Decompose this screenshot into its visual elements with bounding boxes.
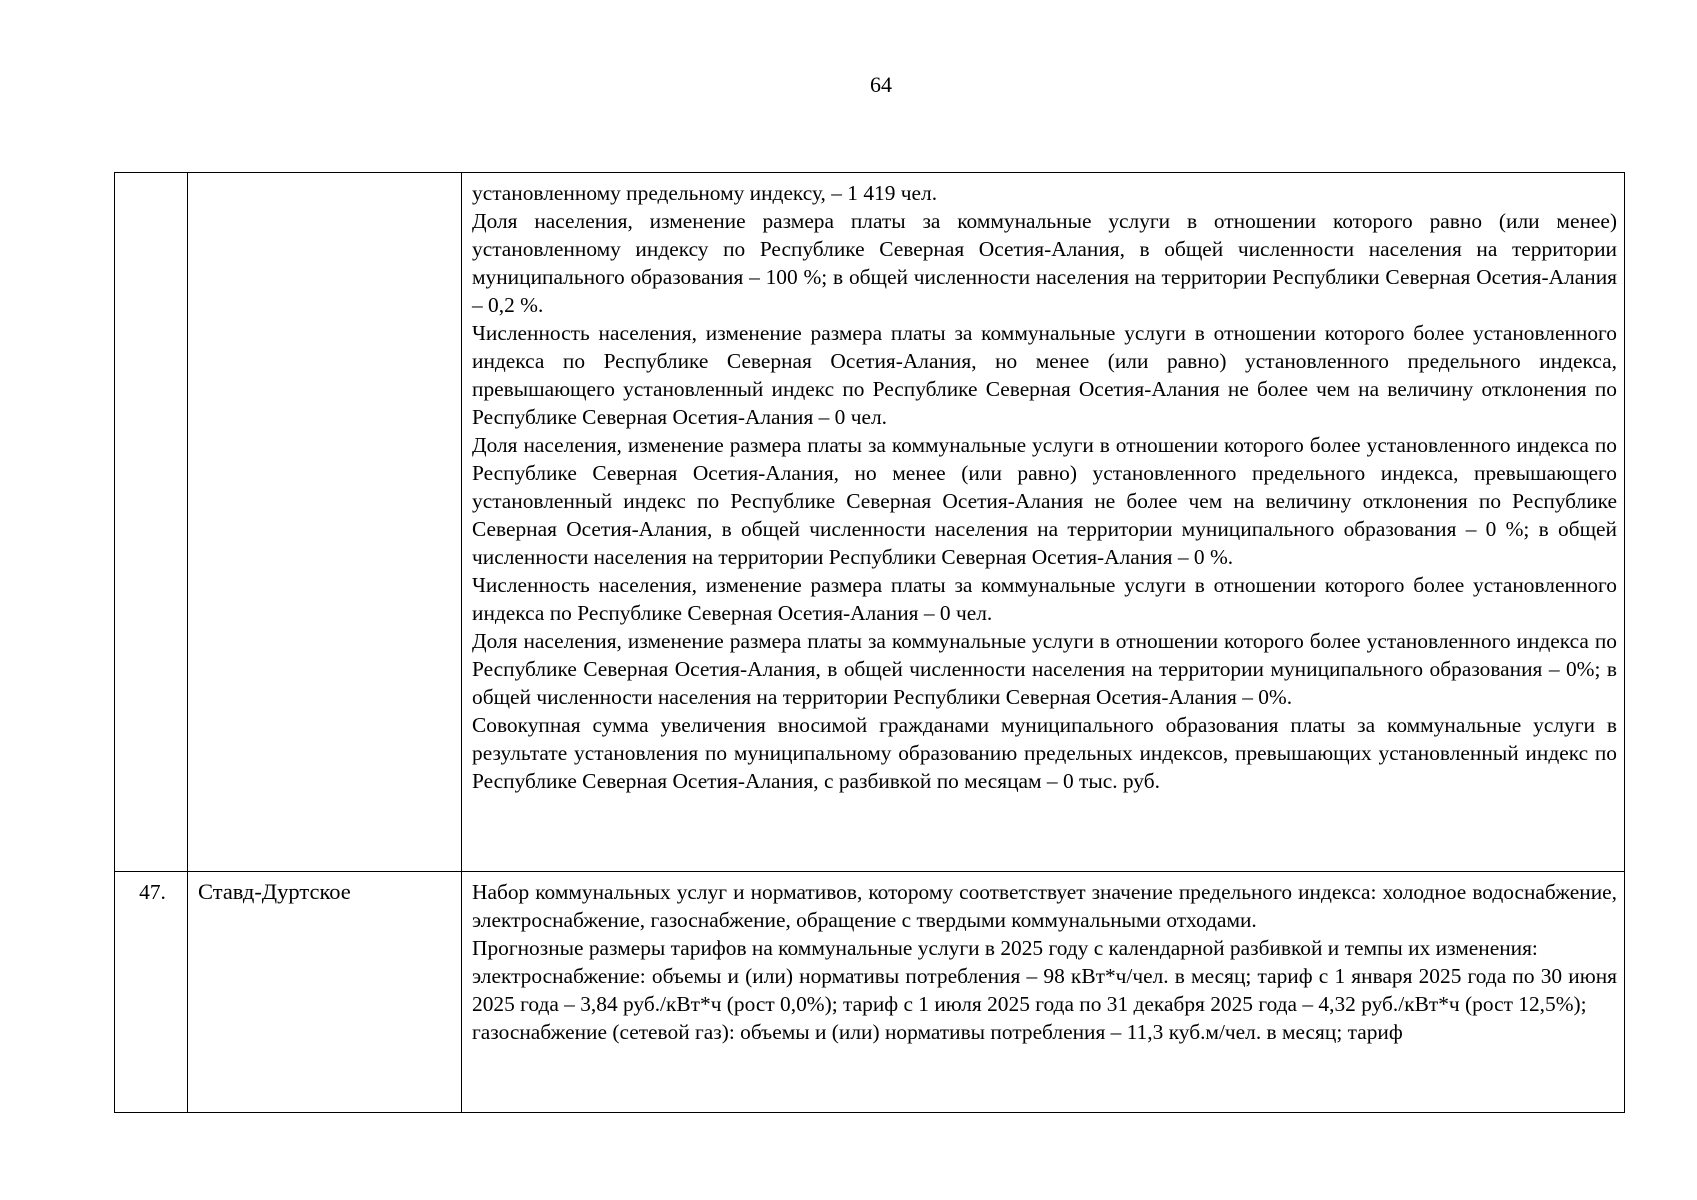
paragraph: Доля населения, изменение размера платы за коммунальные услуги в отношении которого равно (или менее) установленному индексу по Республике Северная Осетия-Алания, в общей численности населения на территории муниципального образования – 100 %; в общей численности населения на территории Республики Северная Осетия-Алания – 0,2 %. (472, 209, 1617, 317)
paragraph: Совокупная сумма увеличения вносимой гражданами муниципального образования платы за коммунальные услуги в результате установления по муниципальному образованию предельных индексов, превышающих установленный индекс по Республике Северная Осетия-Алания, с разбивкой по месяцам – 0 тыс. руб. (472, 713, 1617, 793)
municipality-name-cell (188, 173, 462, 872)
row-number-cell (115, 173, 188, 872)
description-cell (462, 872, 1625, 1113)
paragraph: Численность населения, изменение размера платы за коммунальные услуги в отношении которого более установленного индекса по Республике Северная Осетия-Алания, но менее (или равно) установленного предельного индекса, превышающего установленный индекс по Республике Северная Осетия-Алания не более чем на величину отклонения по Республике Северная Осетия-Алания – 0 чел. (472, 321, 1617, 429)
paragraph: Доля населения, изменение размера платы за коммунальные услуги в отношении которого более установленного индекса по Республике Северная Осетия-Алания, но менее (или равно) установленного предельного индекса, превышающего установленный индекс по Республике Северная Осетия-Алания не более чем на величину отклонения по Республике Северная Осетия-Алания, в общей численности населения на территории муниципального образования – 0 %; в общей численности населения на территории Республики Северная Осетия-Алания – 0 %. (472, 433, 1617, 569)
paragraph: Прогнозные размеры тарифов на коммунальные услуги в 2025 году с календарной разбивкой и темпы их изменения: (472, 936, 1538, 960)
paragraph: Доля населения, изменение размера платы за коммунальные услуги в отношении которого более установленного индекса по Республике Северная Осетия-Алания, в общей численности населения на территории муниципального образования – 0%; в общей численности населения на территории Республики Северная Осетия-Алания – 0%. (472, 629, 1617, 709)
table-row (115, 173, 1625, 872)
municipality-table (114, 172, 1625, 1113)
page-number: 64 (870, 72, 892, 97)
description-cell (462, 173, 1625, 872)
paragraph: Численность населения, изменение размера платы за коммунальные услуги в отношении которого более установленного индекса по Республике Северная Осетия-Алания – 0 чел. (472, 573, 1617, 625)
paragraph: Набор коммунальных услуг и нормативов, которому соответствует значение предельного индекса: холодное водоснабжение, электроснабжение, газоснабжение, обращение с твердыми коммунальными отходами. (472, 880, 1617, 932)
municipality-name-cell: Ставд-Дуртское (188, 872, 462, 1113)
paragraph: электроснабжение: объемы и (или) нормативы потребления – 98 кВт*ч/чел. в месяц; тариф с 1 января 2025 года по 30 июня 2025 года – 3,84 руб./кВт*ч (рост 0,0%); тариф с 1 июля 2025 года по 31 декабря 2025 года – 4,32 руб./кВт*ч (рост 12,5%); (472, 964, 1617, 1016)
paragraph: установленному предельному индексу, – 1 419 чел. (472, 181, 938, 205)
paragraph: газоснабжение (сетевой газ): объемы и (или) нормативы потребления – 11,3 куб.м/чел. в месяц; тариф (472, 1020, 1403, 1044)
table-row (115, 872, 1625, 1113)
row-number-cell: 47. (115, 872, 188, 1113)
